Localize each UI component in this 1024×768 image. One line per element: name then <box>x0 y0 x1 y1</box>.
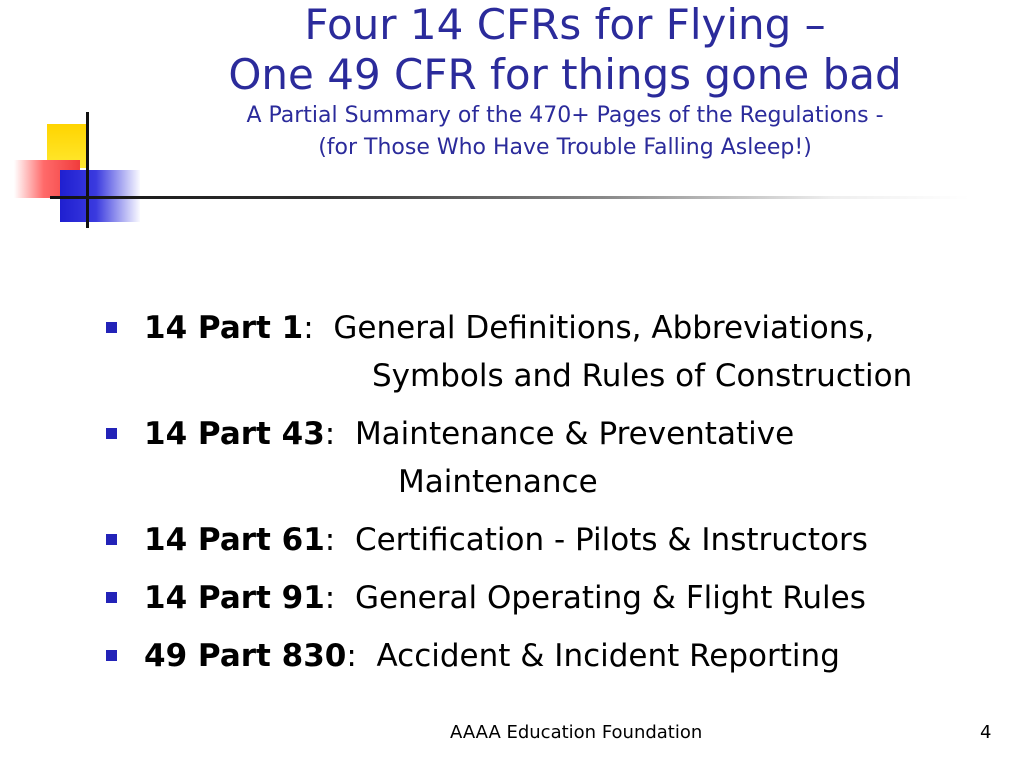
page-number: 4 <box>980 722 992 743</box>
bullet-label: 14 Part 61 <box>144 522 325 558</box>
bullet-separator: : <box>324 416 355 452</box>
bullet-text <box>144 516 1006 564</box>
bullet-text <box>144 632 1006 680</box>
bullet-description: General Definitions, Abbreviations, <box>333 310 875 346</box>
bullet-description: Accident & Incident Reporting <box>376 638 840 674</box>
bullet-text <box>144 574 1006 622</box>
title-line-2: One 49 CFR for things gone bad <box>228 50 902 99</box>
bullet-square-icon <box>106 650 117 661</box>
bullet-square-icon <box>106 322 117 333</box>
subtitle-line-1: A Partial Summary of the 470+ Pages of the Regulations - <box>246 103 884 128</box>
bullet-label: 14 Part 91 <box>144 580 325 616</box>
bullet-separator: : <box>324 580 355 616</box>
bullet-continuation: Maintenance <box>398 464 598 500</box>
slide-title <box>170 0 960 164</box>
bullet-item-part-830 <box>106 632 1006 680</box>
bullet-label: 14 Part 43 <box>144 416 325 452</box>
title-line-1: Four 14 CFRs for Flying – <box>304 0 826 49</box>
bullet-description: General Operating & Flight Rules <box>354 580 866 616</box>
subtitle-line-2: (for Those Who Have Trouble Falling Asleep!) <box>318 135 812 160</box>
bullet-label: 49 Part 830 <box>144 638 347 674</box>
bullet-label: 14 Part 1 <box>144 310 304 346</box>
bullet-square-icon <box>106 592 117 603</box>
bullet-description: Maintenance & Preventative <box>354 416 795 452</box>
bullet-list <box>106 304 1006 690</box>
bullet-separator: : <box>303 310 334 346</box>
bullet-square-icon <box>106 428 117 439</box>
bullet-description: Certification - Pilots & Instructors <box>354 522 868 558</box>
vertical-line-decoration <box>86 112 89 228</box>
bullet-item-part-91 <box>106 574 1006 622</box>
bullet-item-part-43 <box>106 410 1006 506</box>
bullet-item-part-61 <box>106 516 1006 564</box>
horizontal-rule-decoration <box>50 196 970 199</box>
footer-organization: AAAA Education Foundation <box>450 722 703 743</box>
bullet-square-icon <box>106 534 117 545</box>
bullet-separator: : <box>346 638 377 674</box>
bullet-separator: : <box>324 522 355 558</box>
bullet-continuation: Symbols and Rules of Construction <box>372 358 913 394</box>
bullet-text <box>144 410 1006 506</box>
bullet-text <box>144 304 1006 400</box>
bullet-item-part-1 <box>106 304 1006 400</box>
